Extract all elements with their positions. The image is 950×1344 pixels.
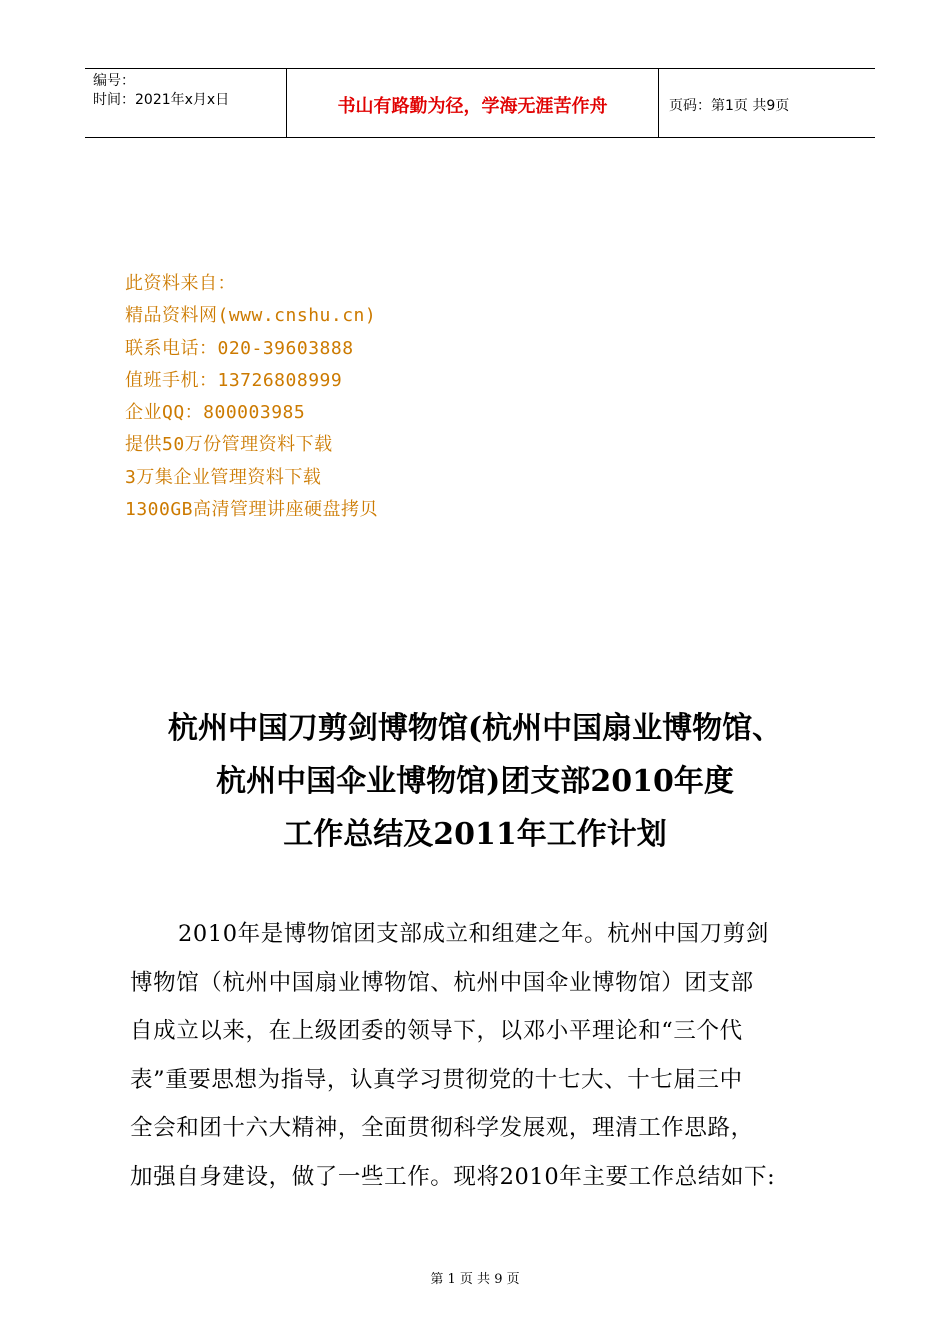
header-number-label: 编号： bbox=[93, 73, 135, 89]
body-line: 2010年是博物馆团支部成立和组建之年。杭州中国刀剪剑 bbox=[178, 921, 769, 947]
header-motto: 书山有路勤为径，学海无涯苦作舟 bbox=[286, 69, 659, 137]
page-header bbox=[85, 68, 875, 138]
title-line: 工作总结及2011年工作计划 bbox=[283, 817, 667, 852]
header-time-label: 时间：2021年x月x日 bbox=[93, 92, 230, 108]
body-line: 全会和团十六大精神，全面贯彻科学发展观，理清工作思路， bbox=[130, 1115, 754, 1141]
source-line: 联系电话：020-39603888 bbox=[125, 337, 354, 359]
source-line: 此资料来自： bbox=[125, 273, 236, 294]
source-line: 1300GB高清管理讲座硬盘拷贝 bbox=[125, 499, 379, 521]
source-line: 值班手机：13726808999 bbox=[125, 369, 343, 391]
document-title bbox=[0, 702, 950, 861]
body-line: 自成立以来，在上级团委的领导下，以邓小平理论和“三个代 bbox=[130, 1018, 743, 1044]
source-line: 精品资料网(www.cnshu.cn) bbox=[125, 305, 377, 327]
source-line: 提供50万份管理资料下载 bbox=[125, 434, 333, 456]
source-line: 企业QQ：800003985 bbox=[125, 402, 306, 424]
body-line: 博物馆（杭州中国扇业博物馆、杭州中国伞业博物馆）团支部 bbox=[130, 969, 754, 996]
header-meta bbox=[85, 69, 286, 137]
body-paragraph bbox=[130, 910, 830, 1201]
source-info-block bbox=[125, 268, 378, 526]
page-footer: 第 1 页 共 9 页 bbox=[430, 1272, 520, 1287]
title-line: 杭州中国刀剪剑博物馆(杭州中国扇业博物馆、 bbox=[167, 711, 783, 746]
header-page-label: 页码：第1页 共9页 bbox=[669, 98, 790, 114]
source-line: 3万集企业管理资料下载 bbox=[125, 466, 322, 488]
body-line: 表”重要思想为指导，认真学习贯彻党的十七大、十七届三中 bbox=[130, 1066, 743, 1093]
title-line: 杭州中国伞业博物馆)团支部2010年度 bbox=[216, 764, 734, 799]
body-line: 加强自身建设，做了一些工作。现将2010年主要工作总结如下: bbox=[130, 1163, 776, 1190]
